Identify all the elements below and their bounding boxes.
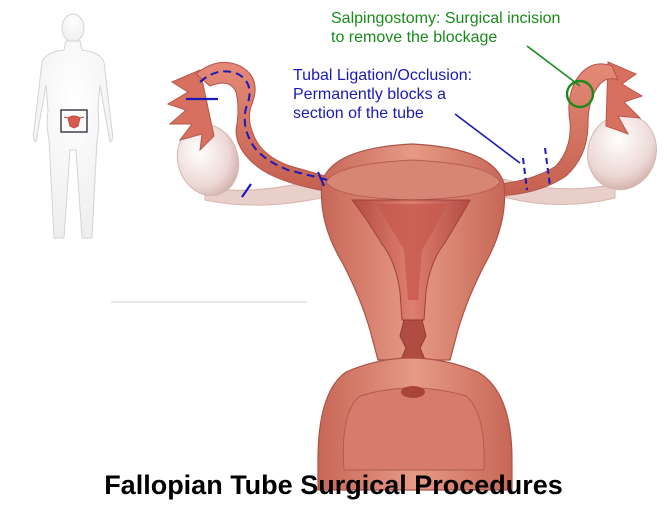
diagram-title: Fallopian Tube Surgical Procedures [104, 470, 563, 500]
body-silhouette [33, 14, 112, 238]
vaginal-canal [343, 388, 484, 470]
cervix-os [401, 386, 425, 398]
body-head [62, 14, 84, 42]
tubal-ligation-label-line2: Permanently blocks a [293, 86, 446, 103]
salpingostomy-label-line1: Salpingostomy: Surgical incision [331, 10, 561, 27]
salpingostomy-label-line2: to remove the blockage [331, 29, 498, 46]
tubal-ligation-label [293, 66, 472, 123]
tubal-ligation-label-line1: Tubal Ligation/Occlusion: [293, 67, 473, 84]
body-torso [33, 41, 112, 238]
uterus [321, 144, 504, 390]
right-ovary [578, 105, 666, 198]
tubal-ligation-label-line3: section of the tube [293, 105, 424, 122]
salpingostomy-leader-line [527, 46, 580, 86]
salpingostomy-label [331, 9, 560, 47]
